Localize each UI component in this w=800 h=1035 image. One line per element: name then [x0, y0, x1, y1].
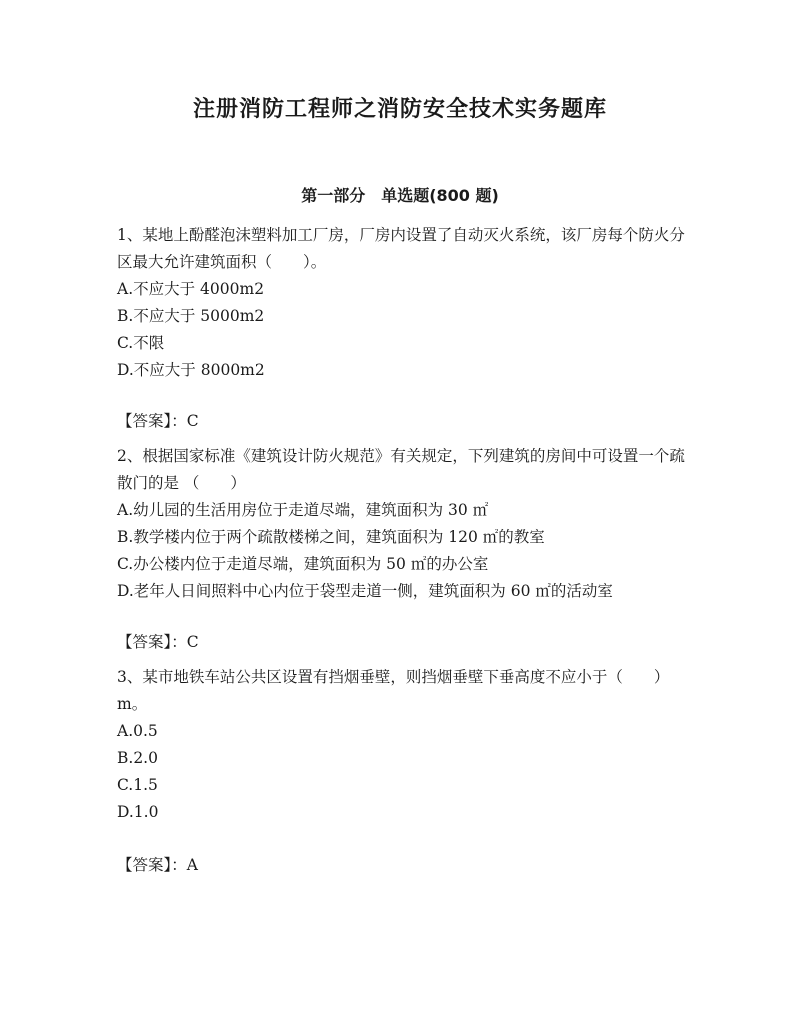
question-list	[117, 222, 687, 887]
question-text: 2、根据国家标准《建筑设计防火规范》有关规定，下列建筑的房间中可设置一个疏散门的是 （ ）	[117, 447, 685, 492]
question-1	[117, 222, 687, 435]
document-title: 注册消防工程师之消防安全技术实务题库	[192, 97, 607, 122]
option-d: D.不应大于 8000m2	[117, 361, 265, 379]
option-a: A.0.5	[117, 722, 158, 740]
option-d: D.老年人日间照料中心内位于袋型走道一侧，建筑面积为 60 ㎡的活动室	[117, 582, 613, 600]
option-c: C.办公楼内位于走道尽端，建筑面积为 50 ㎡的办公室	[117, 555, 489, 573]
question-text: 3、某市地铁车站公共区设置有挡烟垂壁，则挡烟垂壁下垂高度不应小于（ ）m。	[117, 668, 670, 713]
question-2	[117, 443, 687, 656]
option-b: B.2.0	[117, 749, 158, 767]
option-d: D.1.0	[117, 803, 159, 821]
question-3	[117, 664, 687, 879]
option-a: A.幼儿园的生活用房位于走道尽端，建筑面积为 30 ㎡	[117, 501, 489, 519]
option-c: C.不限	[117, 334, 165, 352]
answer-label: 【答案】：C	[117, 412, 199, 430]
section-heading: 第一部分 单选题(800 题)	[301, 186, 499, 205]
option-b: B.不应大于 5000m2	[117, 307, 265, 325]
option-b: B.教学楼内位于两个疏散楼梯之间，建筑面积为 120 ㎡的教室	[117, 528, 545, 546]
option-c: C.1.5	[117, 776, 158, 794]
answer-label: 【答案】：C	[117, 633, 199, 651]
question-text: 1、某地上酚醛泡沫塑料加工厂房，厂房内设置了自动灭火系统，该厂房每个防火分区最大允许建筑面积（ ）。	[117, 226, 685, 271]
option-a: A.不应大于 4000m2	[117, 280, 265, 298]
answer-label: 【答案】：A	[117, 856, 198, 874]
